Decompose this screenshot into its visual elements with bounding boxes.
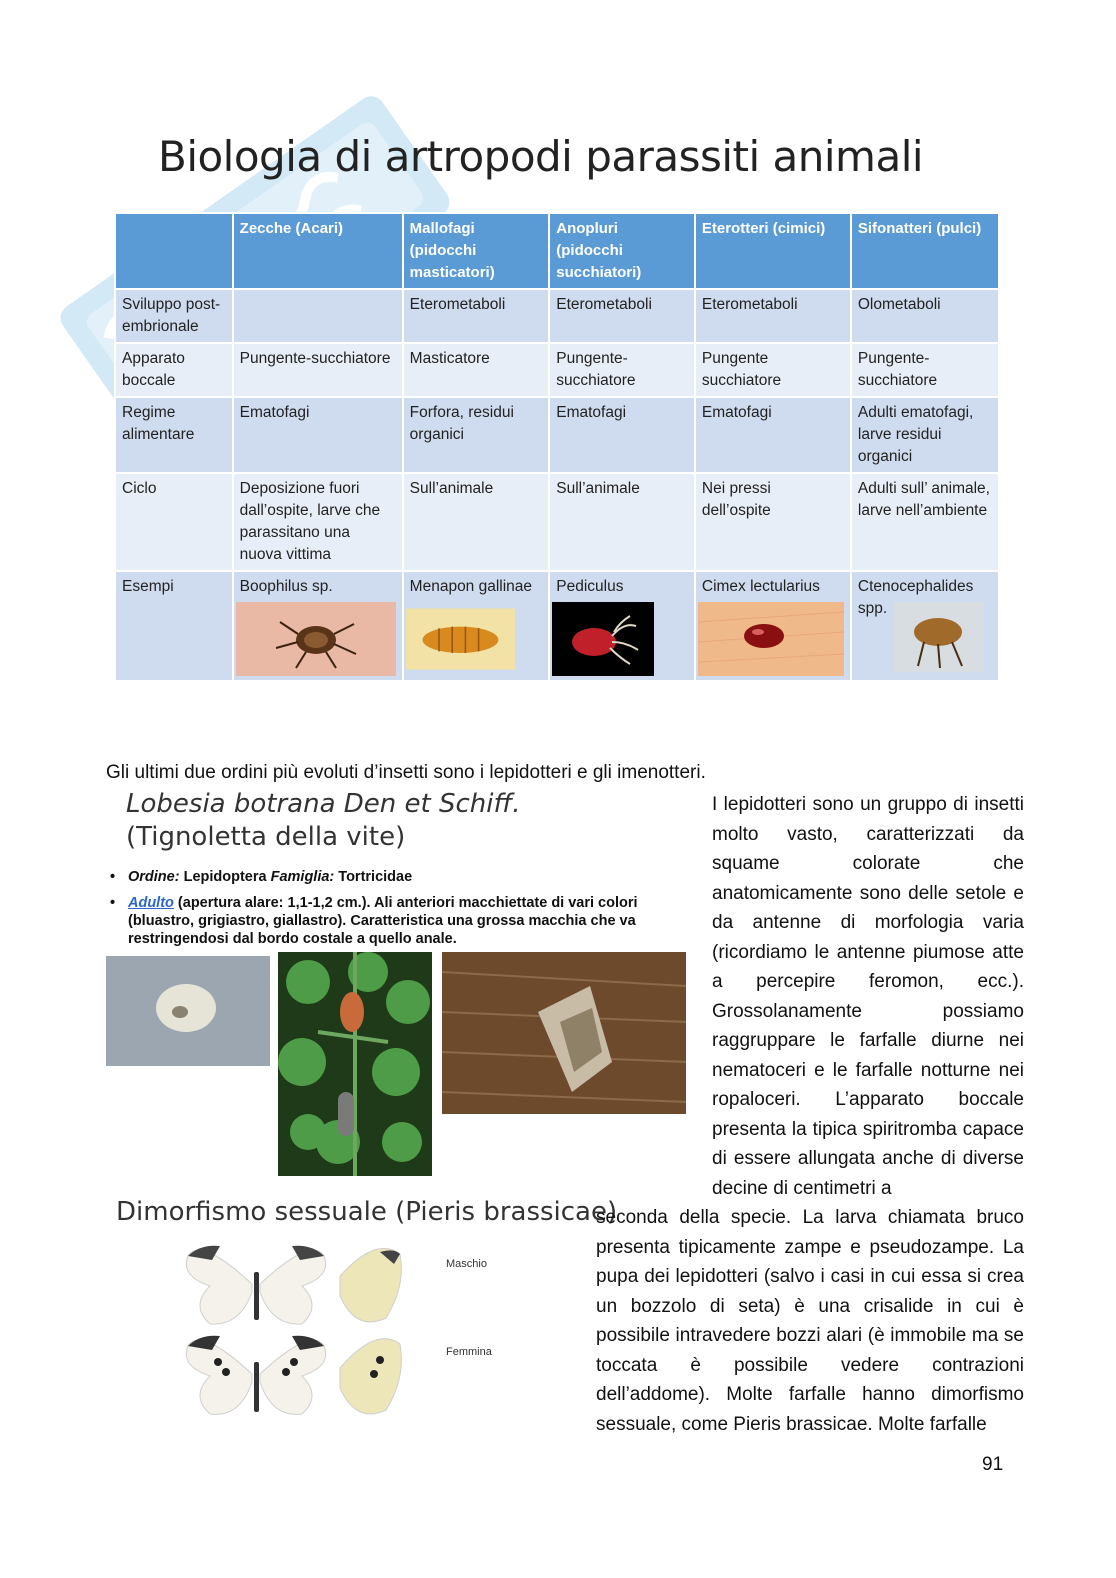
table-cell: Masticatore xyxy=(404,344,549,396)
table-header-cell: Eterotteri (cimici) xyxy=(696,214,850,288)
table-header-row xyxy=(116,214,998,288)
flea-photo xyxy=(894,602,984,672)
bullet-key: Ordine: xyxy=(128,869,180,885)
table-cell: Ematofagi xyxy=(696,398,850,472)
table-row xyxy=(116,572,998,680)
bullet-value: Tortricidae xyxy=(334,869,413,885)
table-cell: Eterometaboli xyxy=(696,290,850,342)
paragraph-wide: seconda della specie. La larva chiamata bruco presenta tipicamente zampe e pseudozampe. La pupa dei lepidotteri (salvo i casi in cui essa si crea un bozzolo di seta) è una crisalide in cui è possibile intravedere bozzi alari (è immobile ma se toccata è possibile vedere contrazioni dell’addome). Molte farfalle hanno dimorfismo sessuale, come Pieris brassicae. Molte farfalle xyxy=(596,1207,1024,1435)
dimorfismo-title: Dimorfismo sessuale (Pieris brassicae) xyxy=(116,1197,618,1227)
grape-larva-photo xyxy=(278,952,432,1176)
example-label: Pediculus xyxy=(556,578,624,595)
table-cell: Adulti sull’ animale, larve nell’ambiente xyxy=(852,474,998,570)
table-row xyxy=(116,398,998,472)
table-cell: Ematofagi xyxy=(550,398,694,472)
table-cell: Sull’animale xyxy=(404,474,549,570)
table-cell: Nei pressi dell’ospite xyxy=(696,474,850,570)
table-header-cell: Zecche (Acari) xyxy=(234,214,402,288)
table-cell: Pungente-succhiatore xyxy=(550,344,694,396)
table-cell xyxy=(234,572,402,680)
paragraph-right: I lepidotteri sono un gruppo di insetti molto vasto, caratterizzati da squame colorate che anatomicamente sono delle setole e da antenne di morfologia varia (ricordiamo le antenne piumose atte a percepire feromon, ecc.). Grossolanamente possiamo raggruppare le farfalle diurne nei nematoceri e le farfalle notturne nei ropaloceri. L’apparato boccale presenta la tipica spiritromba capace di essere allungata anche di diverse decine di centimetri a xyxy=(712,794,1024,1199)
lobesia-title-rest: (Tignoletta della vite) xyxy=(126,822,406,852)
lobesia-bullets xyxy=(110,868,690,956)
table-header-cell: Mallofagi (pidocchi masticatori) xyxy=(404,214,549,288)
list-item xyxy=(110,868,690,886)
table-row xyxy=(116,474,998,570)
bedbug-photo xyxy=(698,602,844,676)
adulto-link[interactable]: Adulto xyxy=(128,895,174,911)
list-item xyxy=(110,894,690,948)
bullet-key: Famiglia: xyxy=(270,869,335,885)
example-label: Menapon gallinae xyxy=(409,578,533,595)
table-cell: Apparato boccale xyxy=(116,344,232,396)
lobesia-title-italic: Lobesia botrana Den et Schiff. xyxy=(126,789,521,819)
male-butterflies-photo xyxy=(180,1236,410,1332)
moth-photo xyxy=(442,952,686,1114)
lobesia-title xyxy=(126,788,646,854)
table-row xyxy=(116,290,998,342)
parasites-table xyxy=(114,212,1000,682)
table-cell: Forfora, residui organici xyxy=(404,398,549,472)
table-cell: Deposizione fuori dall’ospite, larve che parassitano una nuova vittima xyxy=(234,474,402,570)
slide-title: Biologia di artropodi parassiti animali xyxy=(158,132,924,181)
example-label: Ctenocephalides spp. xyxy=(857,578,974,617)
table-header-cell: Anopluri (pidocchi succhiatori) xyxy=(550,214,694,288)
table-header-cell: Sifonatteri (pulci) xyxy=(852,214,998,288)
table-cell: Pungente-succhiatore xyxy=(234,344,402,396)
example-label: Boophilus sp. xyxy=(239,578,333,595)
table-header-cell xyxy=(116,214,232,288)
louse-photo xyxy=(406,602,538,676)
female-butterflies-photo xyxy=(180,1326,410,1424)
table-cell: Sull’animale xyxy=(550,474,694,570)
bullet-value: Lepidoptera xyxy=(179,869,271,885)
table-cell: Regime alimentare xyxy=(116,398,232,472)
pediculus-photo xyxy=(552,602,654,676)
table-cell xyxy=(234,290,402,342)
table-cell: Eterometaboli xyxy=(404,290,549,342)
table-cell xyxy=(404,572,549,680)
table-cell: Ciclo xyxy=(116,474,232,570)
table-row xyxy=(116,344,998,396)
example-label: Cimex lectularius xyxy=(701,578,820,595)
table-cell: Pungente-succhiatore xyxy=(852,344,998,396)
table-cell: Adulti ematofagi, larve residui organici xyxy=(852,398,998,472)
table-cell xyxy=(550,572,694,680)
page-number: 91 xyxy=(982,1454,1004,1475)
bullet-value: (apertura alare: 1,1-1,2 cm.). Ali anteriori macchiettate di vari colori (bluastro, grigiastro, giallastro). Caratteristica una grossa macchia che va restringendosi dal bordo costale a quello anale. xyxy=(128,895,638,947)
table-cell xyxy=(852,572,998,680)
table-cell: Esempi xyxy=(116,572,232,680)
tick-photo xyxy=(236,602,396,676)
table-cell: Eterometaboli xyxy=(550,290,694,342)
intro-text: Gli ultimi due ordini più evoluti d’insetti sono i lepidotteri e gli imenotteri. xyxy=(106,762,706,783)
table-cell xyxy=(696,572,850,680)
egg-photo xyxy=(106,956,270,1066)
male-label: Maschio xyxy=(446,1258,487,1270)
table-cell: Pungente succhiatore xyxy=(696,344,850,396)
table-cell: Ematofagi xyxy=(234,398,402,472)
table-cell: Sviluppo post-embrionale xyxy=(116,290,232,342)
table-cell: Olometaboli xyxy=(852,290,998,342)
female-label: Femmina xyxy=(446,1346,492,1358)
